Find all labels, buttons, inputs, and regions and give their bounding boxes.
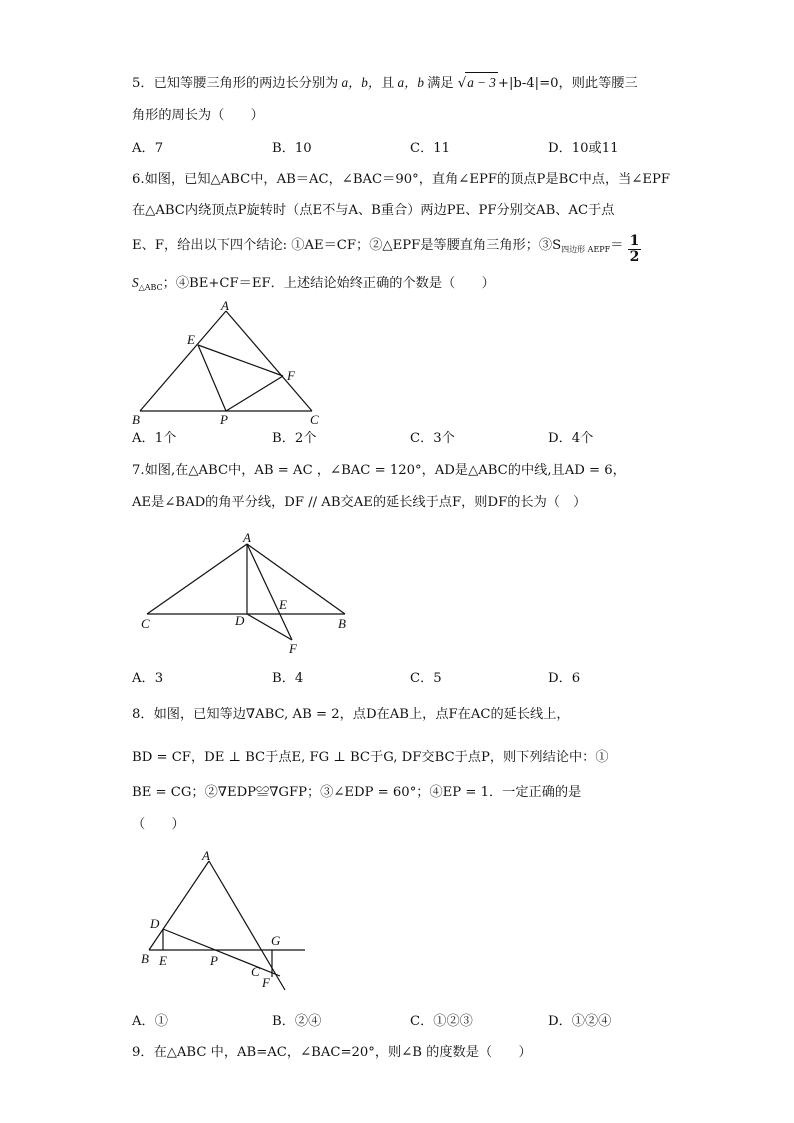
q8-stem-line1: 8．如图，已知等边∇ABC, AB = 2，点D在AB上，点F在AC的延长线上，	[132, 707, 570, 722]
q8-label-d: D	[150, 916, 160, 931]
q6-option-d[interactable]: D．4个	[548, 431, 594, 446]
q6-stem-line2: 在△ABC内绕顶点P旋转时（点E不与A、B重合）两边PE、PF分别交AB、AC于点	[132, 203, 615, 218]
q8-label-p: P	[210, 953, 218, 968]
q6-segment-pf	[226, 376, 283, 411]
q6-label-f: F	[287, 368, 295, 383]
q7-figure	[135, 527, 360, 657]
q7-label-f: F	[289, 641, 297, 656]
q6-text-s: S	[132, 275, 139, 290]
q8-figure	[135, 843, 335, 998]
q8-segment-af	[209, 861, 285, 990]
q5-text-a: 5．已知等腰三角形的两边长分别为	[132, 76, 339, 91]
q6-subscript-abc: △ABC	[138, 283, 163, 292]
q6-label-b: B	[132, 412, 140, 427]
q6-subscript-quad: 四边形 AEPF	[561, 245, 611, 254]
q6-label-c: C	[310, 412, 319, 427]
q7-option-b[interactable]: B．4	[272, 671, 304, 686]
q5-option-c[interactable]: C．11	[410, 141, 451, 156]
q6-segment-ef	[198, 345, 283, 376]
q6-segment-ac	[226, 311, 312, 411]
q7-label-d: D	[235, 613, 245, 628]
q5-option-a[interactable]: A．7	[132, 141, 164, 156]
q6-stem-line1: 6.如图，已知△ABC中，AB＝AC，∠BAC＝90°，直角∠EPF的顶点P是BC中点，当∠EPF	[132, 172, 671, 187]
q6-option-a[interactable]: A．1个	[132, 431, 177, 446]
q8-label-b: B	[141, 951, 149, 966]
q6-option-b[interactable]: B．2个	[272, 431, 317, 446]
q6-figure	[125, 298, 335, 428]
q6-text-b: ＝	[610, 238, 624, 253]
q6-frac-num: 1	[629, 233, 640, 249]
q7-label-c: C	[141, 616, 150, 631]
q7-option-a[interactable]: A．3	[132, 671, 164, 686]
q8-option-b[interactable]: B．②④	[272, 1014, 322, 1029]
q5-text-b: 且	[381, 76, 395, 91]
q6-label-a: A	[221, 298, 229, 313]
q5-sqrt-content: a − 3	[465, 72, 498, 93]
q8-stem-line4: （ ）	[132, 817, 185, 832]
q7-stem-line1: 7.如图,在△ABC中，AB = AC ，∠BAC = 120°，AD是△ABC的中线,且AD = 6，	[132, 463, 626, 478]
q5-text-d: +|b-4|=0，则此等腰三	[497, 76, 638, 91]
q8-option-c[interactable]: C．①②③	[410, 1014, 473, 1029]
q6-text-a: E、F，给出以下四个结论: ①AE＝CF；②△EPF是等腰直角三角形；③S	[132, 238, 562, 253]
q7-stem-line2: AE是∠BAD的角平分线，DF // AB交AE的延长线于点F，则DF的长为（ ）	[132, 495, 587, 510]
q5-stem-line1: 5．已知等腰三角形的两边长分别为 a，b，且 a，b 满足 √a − 3 +|b-4|=0，则此等腰三	[132, 72, 638, 94]
q6-fraction	[628, 234, 642, 265]
q6-text-c: ；④BE+CF＝EF．上述结论始终正确的个数是（ ）	[162, 276, 495, 291]
q6-label-p: P	[220, 412, 228, 427]
q5-option-b[interactable]: B．10	[272, 141, 312, 156]
q7-option-d[interactable]: D．6	[548, 671, 581, 686]
q6-label-e: E	[187, 332, 195, 347]
q8-label-f: F	[262, 975, 270, 990]
q8-label-c: C	[251, 964, 260, 979]
q6-frac-den: 2	[629, 249, 640, 265]
q7-option-c[interactable]: C．5	[410, 671, 442, 686]
q9-stem-line1: 9．在△ABC 中，AB=AC，∠BAC=20°，则∠B 的度数是（ ）	[132, 1045, 532, 1060]
q8-stem-line3: BE = CG；②∇EDP≌∇GFP；③∠EDP = 60°；④EP = 1．一定正确的是	[132, 785, 582, 800]
q7-label-a: A	[243, 530, 251, 545]
q7-label-b: B	[338, 616, 346, 631]
q8-label-e: E	[159, 953, 167, 968]
q5-option-d[interactable]: D．10或11	[548, 141, 619, 156]
q5-vars-b: a，b	[394, 75, 428, 90]
q8-option-d[interactable]: D．①②④	[548, 1014, 612, 1029]
q6-segment-ba	[140, 311, 226, 411]
q7-segment-af	[247, 544, 292, 640]
q7-segment-ab	[247, 544, 345, 614]
q7-segment-ca	[147, 544, 247, 614]
q8-segment-ba	[149, 861, 209, 950]
q8-stem-line2: BD = CF，DE ⊥ BC于点E, FG ⊥ BC于G, DF交BC于点P，则下列结论中：①	[132, 750, 609, 765]
q6-stem-line3	[132, 234, 641, 265]
q7-label-e: E	[279, 597, 287, 612]
q8-label-g: G	[271, 933, 281, 948]
q5-vars-a: a，b，	[338, 75, 382, 90]
q8-option-a[interactable]: A．①	[132, 1014, 168, 1029]
q6-segment-ep	[198, 345, 226, 411]
q8-label-a: A	[202, 848, 210, 863]
q6-stem-line4	[132, 273, 495, 298]
q5-stem-line2: 角形的周长为（ ）	[132, 108, 264, 123]
q6-option-c[interactable]: C．3个	[410, 431, 455, 446]
q5-text-c: 满足	[427, 76, 454, 91]
